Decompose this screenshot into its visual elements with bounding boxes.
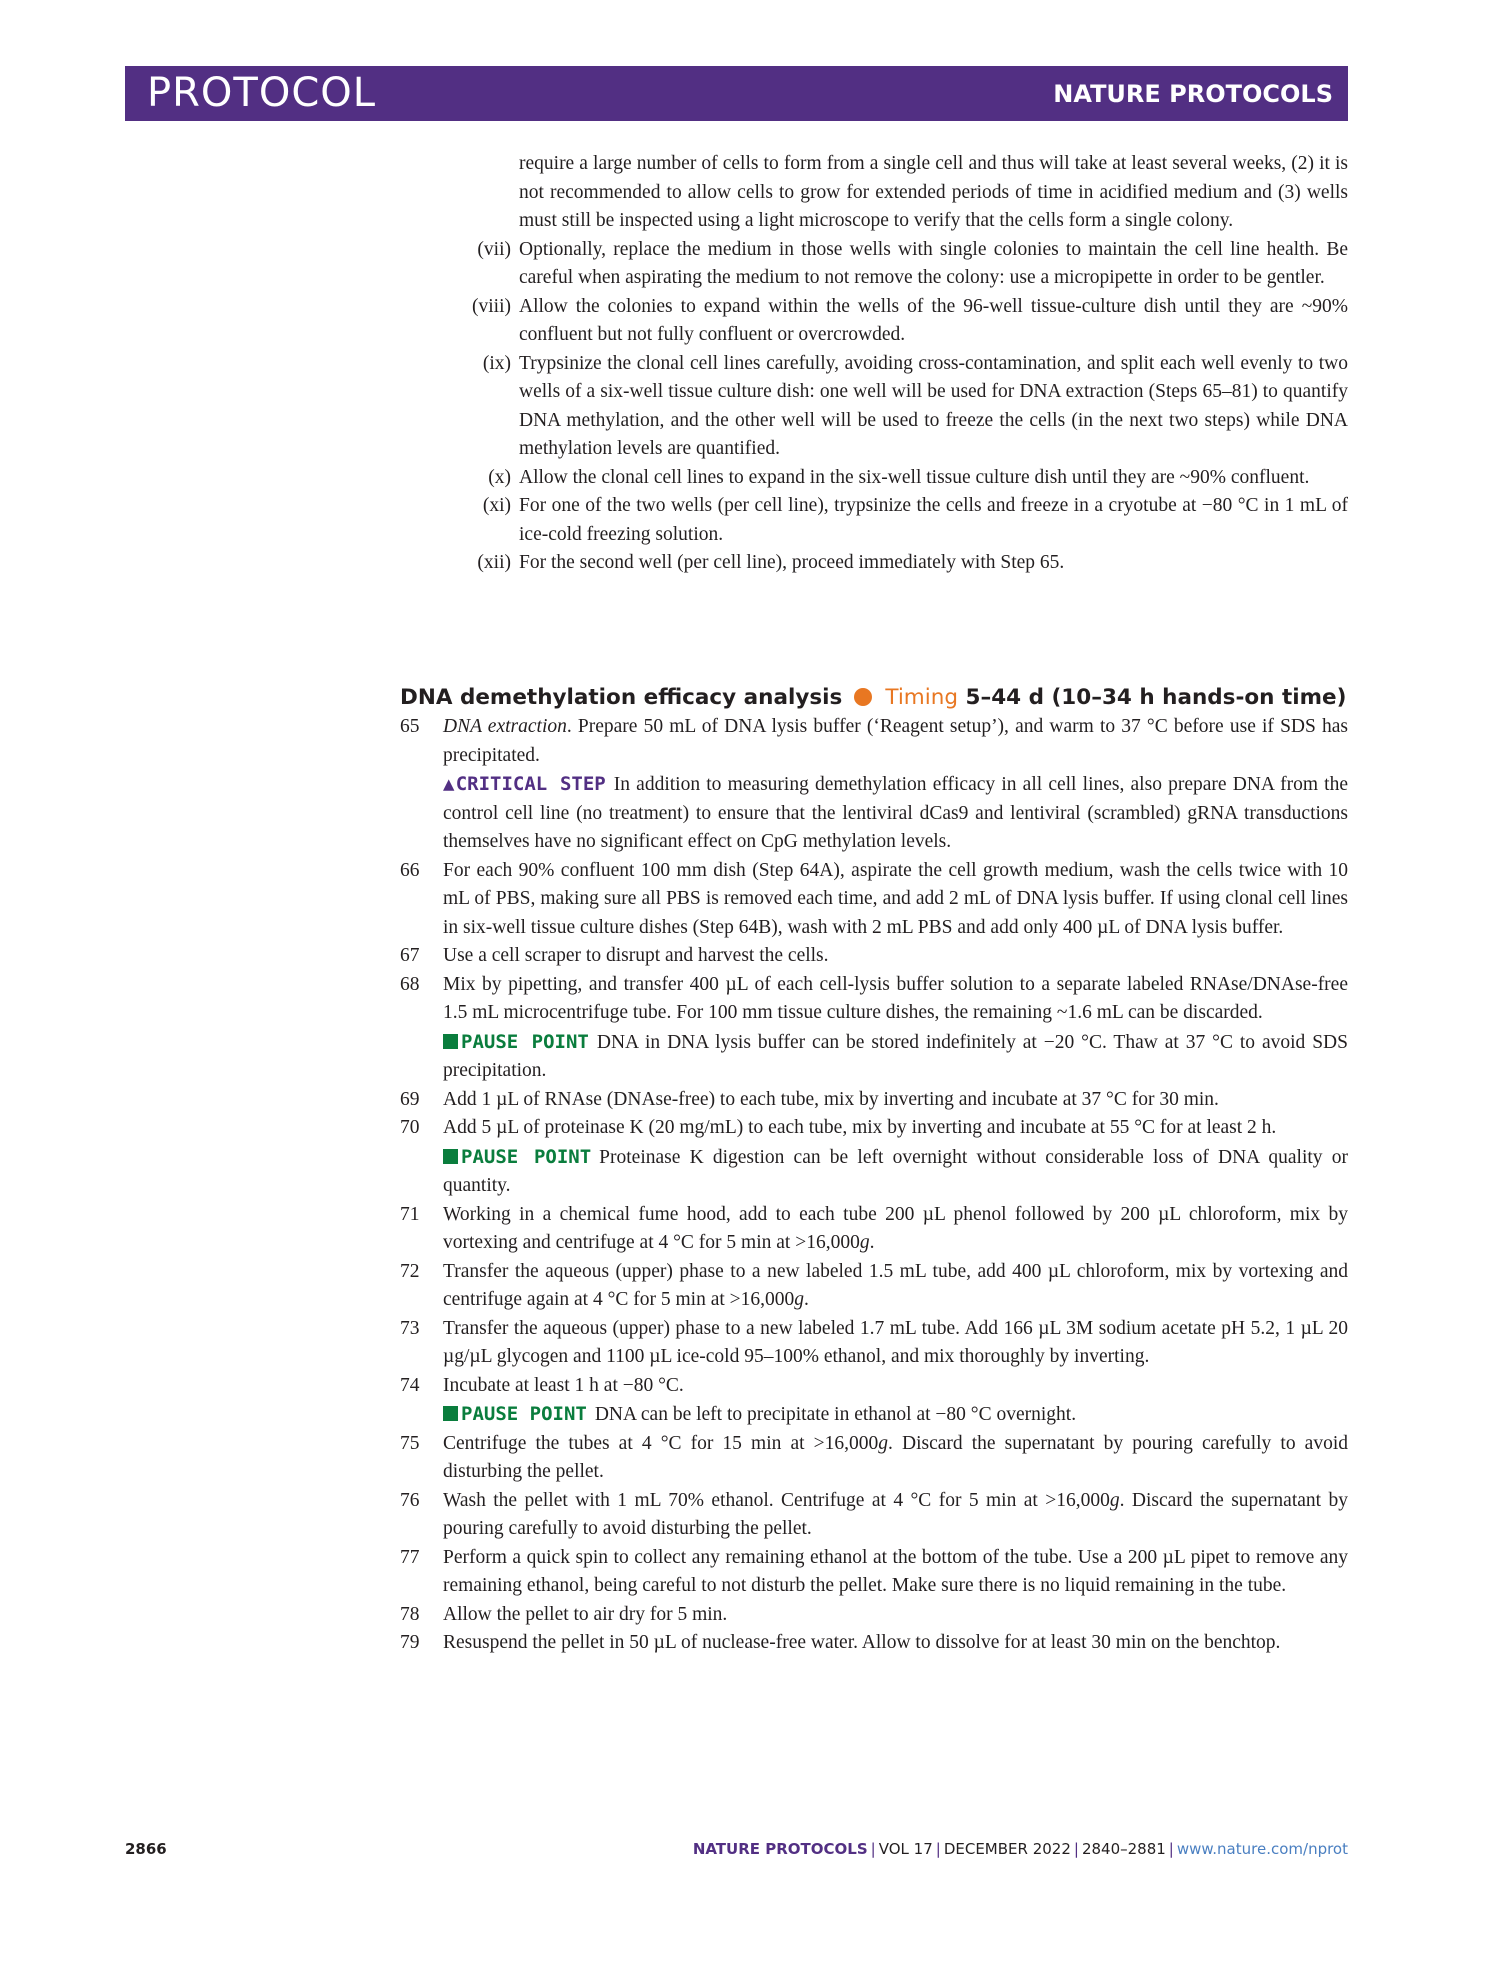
step-italic: g <box>878 1432 889 1454</box>
substep-ix <box>441 350 1348 464</box>
step-text: Transfer the aqueous (upper) phase to a new labeled 1.7 mL tube. Add 166 µL 3M sodium acetate pH 5.2, 1 µL 20 µg/µL glycogen and 1100 µL ice-cold 95–100% ethanol, and mix thoroughly by inverting. <box>443 1317 1348 1367</box>
substep-list <box>441 150 1348 578</box>
step-75 <box>400 1430 1348 1487</box>
substep-text: Allow the colonies to expand within the wells of the 96-well tissue-culture dish until they are ~90% confluent but not fully confluent or overcrowded. <box>519 295 1348 345</box>
pause-square-icon <box>443 1149 458 1164</box>
step-number: 79 <box>400 1632 420 1653</box>
substep-text: Trypsinize the clonal cell lines carefully, avoiding cross-contamination, and split each well evenly to two wells of a six-well tissue culture dish: one well will be used for DNA extraction (Steps 65–81) to quantify DNA methylation, and the other well will be used to freeze the cells (in the next two steps) while DNA methylation levels are quantified. <box>519 352 1348 459</box>
step-number: 76 <box>400 1489 420 1511</box>
step-italic: g <box>1109 1489 1120 1511</box>
substep-text: require a large number of cells to form from a single cell and thus will take at least several weeks, (2) it is not recommended to allow cells to grow for extended periods of time in acidified medium and (3) wells must still be inspected using a light microscope to verify that the cells form a single colony. <box>519 153 1348 231</box>
page-range: 2840–2881 <box>1081 1840 1166 1858</box>
timing-dot-icon <box>854 688 872 706</box>
step-74 <box>400 1372 1348 1401</box>
step-number: 68 <box>400 973 420 995</box>
journal-name: NATURE PROTOCOLS <box>692 1840 868 1858</box>
note-text: DNA in DNA lysis buffer can be stored indefinitely at −20 °C. Thaw at 37 °C to avoid SDS precipitation. <box>443 1031 1348 1081</box>
pause-square-icon <box>443 1406 458 1421</box>
substep-vii <box>441 236 1348 293</box>
step-text: Add 5 µL of proteinase K (20 mg/mL) to each tube, mix by inverting and incubate at 55 °C for at least 2 h. <box>443 1117 1277 1138</box>
step-lead: DNA extraction <box>443 716 567 737</box>
step-text-end: . <box>804 1289 809 1310</box>
substep-text: For one of the two wells (per cell line), trypsinize the cells and freeze in a cryotube at −80 °C in 1 mL of ice-cold freezing solution. <box>519 495 1348 545</box>
step-list <box>400 713 1348 1658</box>
page-number: 2866 <box>125 1840 167 1858</box>
step-68 <box>400 971 1348 1028</box>
step-text: Add 1 µL of RNAse (DNAse-free) to each tube, mix by inverting and incubate at 37 °C for 30 min. <box>443 1088 1219 1110</box>
header-banner <box>125 66 1348 121</box>
step-text: Working in a chemical fume hood, add to each tube 200 µL phenol followed by 200 µL chloroform, mix by vortexing and centrifuge at 4 °C for 5 min at >16,000 <box>443 1203 1348 1253</box>
note-text: In addition to measuring demethylation efficacy in all cell lines, also prepare DNA from the control cell line (no treatment) to ensure that the lentiviral dCas9 and lentiviral (scrambled) gRNA transductions themselves have no significant effect on CpG methylation levels. <box>443 774 1348 852</box>
journal-name-header: NATURE PROTOCOLS <box>1053 80 1333 108</box>
critical-step-tag: ▲CRITICAL STEP <box>443 773 606 795</box>
step-69 <box>400 1086 1348 1115</box>
substep-continuation <box>441 150 1348 236</box>
separator: | <box>870 1840 876 1858</box>
step-text: Resuspend the pellet in 50 µL of nuclease-free water. Allow to dissolve for at least 30 min on the benchtop. <box>443 1632 1281 1653</box>
step-65 <box>400 713 1348 770</box>
note-text: DNA can be left to precipitate in ethanol at −80 °C overnight. <box>594 1404 1077 1425</box>
step-text: Wash the pellet with 1 mL 70% ethanol. Centrifuge at 4 °C for 5 min at >16,000 <box>443 1489 1110 1511</box>
step-text-end: . Discard the supernatant by pouring carefully to avoid disturbing the pellet. <box>443 1432 1348 1482</box>
step-italic: g <box>794 1289 805 1310</box>
substep-label: (x) <box>488 466 511 488</box>
step-number: 70 <box>400 1117 420 1138</box>
step-text: Perform a quick spin to collect any remaining ethanol at the bottom of the tube. Use a 200 µL pipet to remove any remaining ethanol, being careful to not disturb the pellet. Make sure there is no liquid remaining in the tube. <box>443 1546 1348 1596</box>
step-76 <box>400 1487 1348 1544</box>
step-71 <box>400 1201 1348 1258</box>
substep-xii <box>441 549 1348 578</box>
substep-label: (vii) <box>477 238 511 260</box>
pause-point-note <box>400 1028 1348 1086</box>
pause-point-note <box>400 1400 1348 1430</box>
substep-label: (viii) <box>472 295 511 317</box>
critical-step-note <box>400 770 1348 857</box>
step-text: Incubate at least 1 h at −80 °C. <box>443 1374 684 1396</box>
separator: | <box>935 1840 941 1858</box>
substep-x <box>441 464 1348 493</box>
substep-xi <box>441 492 1348 549</box>
substep-text: Allow the clonal cell lines to expand in the six-well tissue culture dish until they are ~90% confluent. <box>519 466 1310 488</box>
step-79 <box>400 1629 1348 1658</box>
volume: VOL 17 <box>878 1840 933 1858</box>
step-73 <box>400 1315 1348 1372</box>
issue-date: DECEMBER 2022 <box>943 1840 1071 1858</box>
page-footer <box>125 1840 1348 1864</box>
separator: | <box>1168 1840 1174 1858</box>
step-70 <box>400 1114 1348 1143</box>
pause-point-tag: PAUSE POINT <box>461 1145 592 1168</box>
pause-point-tag: PAUSE POINT <box>461 1030 589 1053</box>
substep-label: (xii) <box>477 552 511 573</box>
step-italic: g <box>859 1232 870 1253</box>
step-number: 75 <box>400 1432 420 1454</box>
step-67 <box>400 942 1348 971</box>
step-66 <box>400 857 1348 943</box>
step-text: Allow the pellet to air dry for 5 min. <box>443 1603 728 1625</box>
substep-text: Optionally, replace the medium in those wells with single colonies to maintain the cell line health. Be careful when aspirating the medium to not remove the colony: use a micropipette in order to be gentler. <box>519 238 1348 288</box>
substep-viii <box>441 293 1348 350</box>
step-text: Transfer the aqueous (upper) phase to a new labeled 1.5 mL tube, add 400 µL chloroform, mix by vortexing and centrifuge again at 4 °C for 5 min at >16,000 <box>443 1260 1348 1310</box>
step-number: 69 <box>400 1088 420 1110</box>
step-text-end: . Discard the supernatant by pouring carefully to avoid disturbing the pellet. <box>443 1489 1348 1539</box>
step-number: 78 <box>400 1603 420 1625</box>
timing-duration: 5–44 d (10–34 h hands-on time) <box>965 685 1347 710</box>
step-72 <box>400 1258 1348 1315</box>
section-heading <box>400 683 1348 713</box>
substep-label: (ix) <box>482 352 511 374</box>
step-number: 73 <box>400 1317 420 1339</box>
note-text: Proteinase K digestion can be left overnight without considerable loss of DNA quality or quantity. <box>443 1146 1348 1196</box>
timing-label: Timing <box>885 685 958 710</box>
pause-square-icon <box>443 1034 458 1049</box>
step-77 <box>400 1544 1348 1601</box>
step-78 <box>400 1601 1348 1630</box>
step-text-end: . <box>869 1232 875 1253</box>
step-text: Use a cell scraper to disrupt and harvest the cells. <box>443 945 829 966</box>
step-number: 67 <box>400 945 420 966</box>
step-text: For each 90% confluent 100 mm dish (Step 64A), aspirate the cell growth medium, wash the cells twice with 10 mL of PBS, making sure all PBS is removed each time, and add 2 mL of DNA lysis buffer. If using clonal cell lines in six-well tissue culture dishes (Step 64B), wash with 2 mL PBS and add only 400 µL of DNA lysis buffer. <box>443 859 1348 938</box>
substep-label: (xi) <box>482 495 511 516</box>
journal-url-link[interactable]: www.nature.com/nprot <box>1176 1840 1348 1858</box>
step-number: 71 <box>400 1203 420 1225</box>
step-number: 72 <box>400 1260 420 1282</box>
step-number: 66 <box>400 859 420 881</box>
section-title: DNA demethylation efficacy analysis <box>400 685 843 710</box>
step-text: Centrifuge the tubes at 4 °C for 15 min at >16,000 <box>443 1432 879 1454</box>
pause-point-tag: PAUSE POINT <box>461 1403 587 1425</box>
substep-text: For the second well (per cell line), proceed immediately with Step 65. <box>519 552 1065 573</box>
section-type-label: PROTOCOL <box>147 70 377 116</box>
step-text: Mix by pipetting, and transfer 400 µL of each cell-lysis buffer solution to a separate labeled RNAse/DNAse-free 1.5 mL microcentrifuge tube. For 100 mm tissue culture dishes, the remaining ~1.6 mL can be discarded. <box>443 973 1348 1023</box>
step-number: 74 <box>400 1374 420 1396</box>
journal-citation <box>693 1840 1348 1858</box>
step-text: . Prepare 50 mL of DNA lysis buffer (‘Reagent setup’), and warm to 37 °C before use if SDS has precipitated. <box>443 716 1348 766</box>
separator: | <box>1073 1840 1079 1858</box>
step-number: 77 <box>400 1546 420 1568</box>
step-number: 65 <box>400 716 420 737</box>
pause-point-note <box>400 1143 1348 1201</box>
